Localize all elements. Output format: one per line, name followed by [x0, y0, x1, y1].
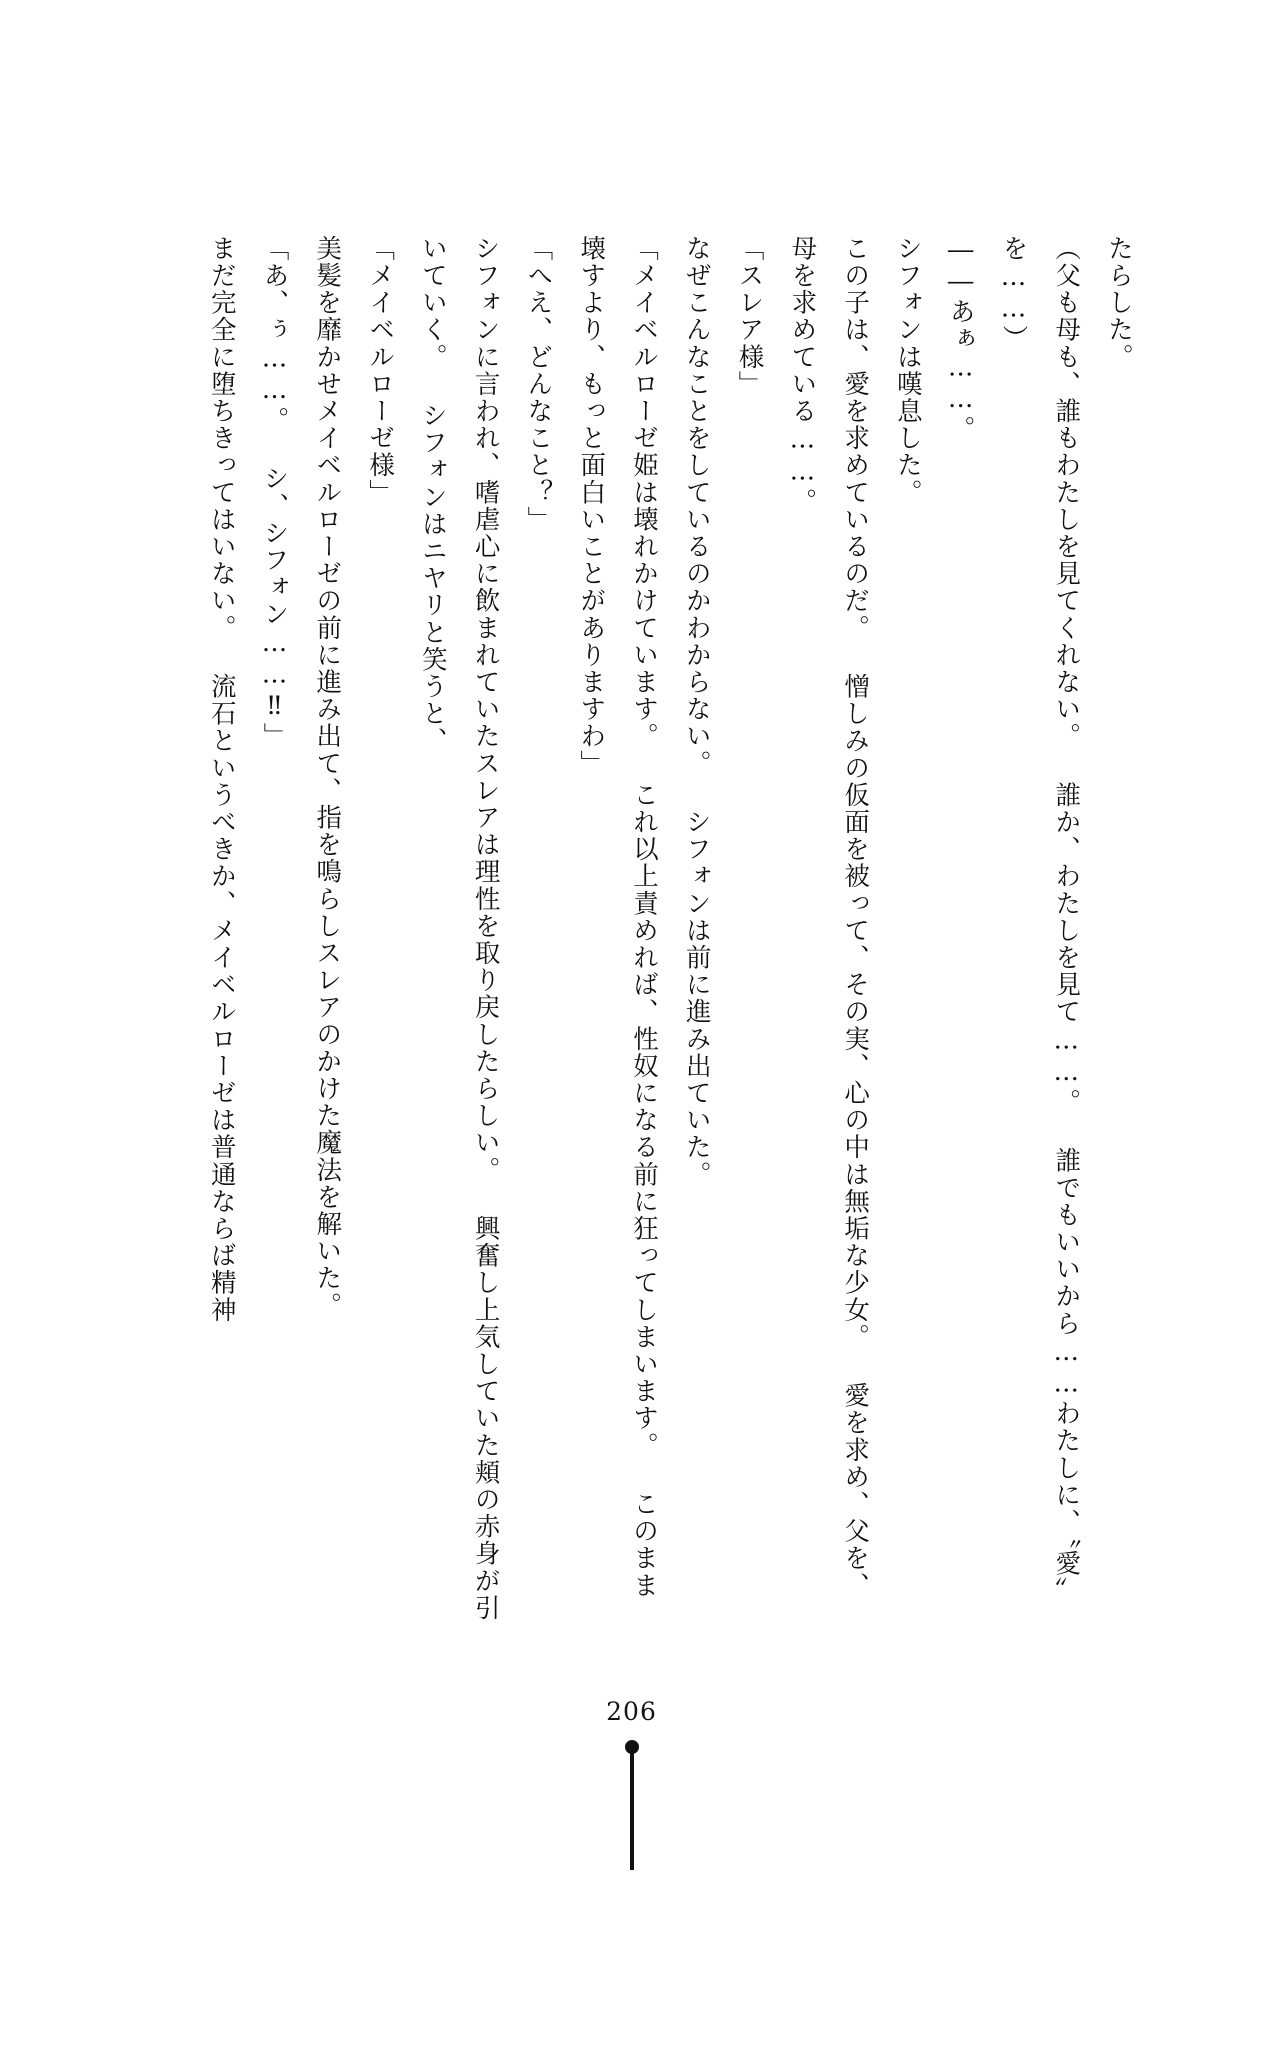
page-body-text	[125, 235, 1145, 1625]
paragraph: なぜこんなことをしているのかわからない。 シフォンは前に進み出ていた。	[681, 235, 712, 1188]
paragraph: シフォンに言われ、嗜虐心に飲まれていたスレアは理性を取り戻したらしい。 興奮し上気していた頬の赤身が引いていく。 シフォンはニヤリと笑うと、	[417, 235, 501, 1622]
paragraph: （父も母も、誰もわたしを見てくれない。 誰か、わたしを見て……。 誰でもいいから……わたしに、〝愛〟を……）	[998, 235, 1082, 1605]
paragraph: 「メイベルローゼ様」	[365, 235, 396, 506]
paragraph: 美髪を靡かせメイベルローゼの前に進み出て、指を鳴らしスレアのかけた魔法を解いた。	[312, 235, 343, 1319]
paragraph: 「メイベルローゼ姫は壊れかけています。 これ以上責めれば、性奴になる前に狂ってしまいます。 このまま壊すより、もっと面白いことがありますわ」	[576, 235, 659, 1599]
paragraph: 「スレア様」	[734, 235, 765, 398]
page-footer-mark	[625, 1740, 639, 1870]
page-number: 206	[606, 1697, 657, 1726]
paragraph: たらした。	[1104, 235, 1134, 371]
paragraph: シフォンは嘆息した。	[892, 235, 923, 506]
footer-rule	[630, 1752, 634, 1870]
paragraph: この子は、愛を求めているのだ。 憎しみの仮面を被って、その実、心の中は無垢な少女。 愛を求め、父を、母を求めている……。	[787, 235, 871, 1599]
paragraph: 「へえ、どんなこと？」	[523, 235, 554, 534]
paragraph: 「あ、ぅ……。 シ、シフォン……‼」	[259, 235, 290, 750]
paragraph: ――あぁ……。	[945, 235, 976, 443]
paragraph: まだ完全に堕ちきってはいない。 流石というべきか、メイベルローゼは普通ならば精神	[206, 235, 237, 1324]
